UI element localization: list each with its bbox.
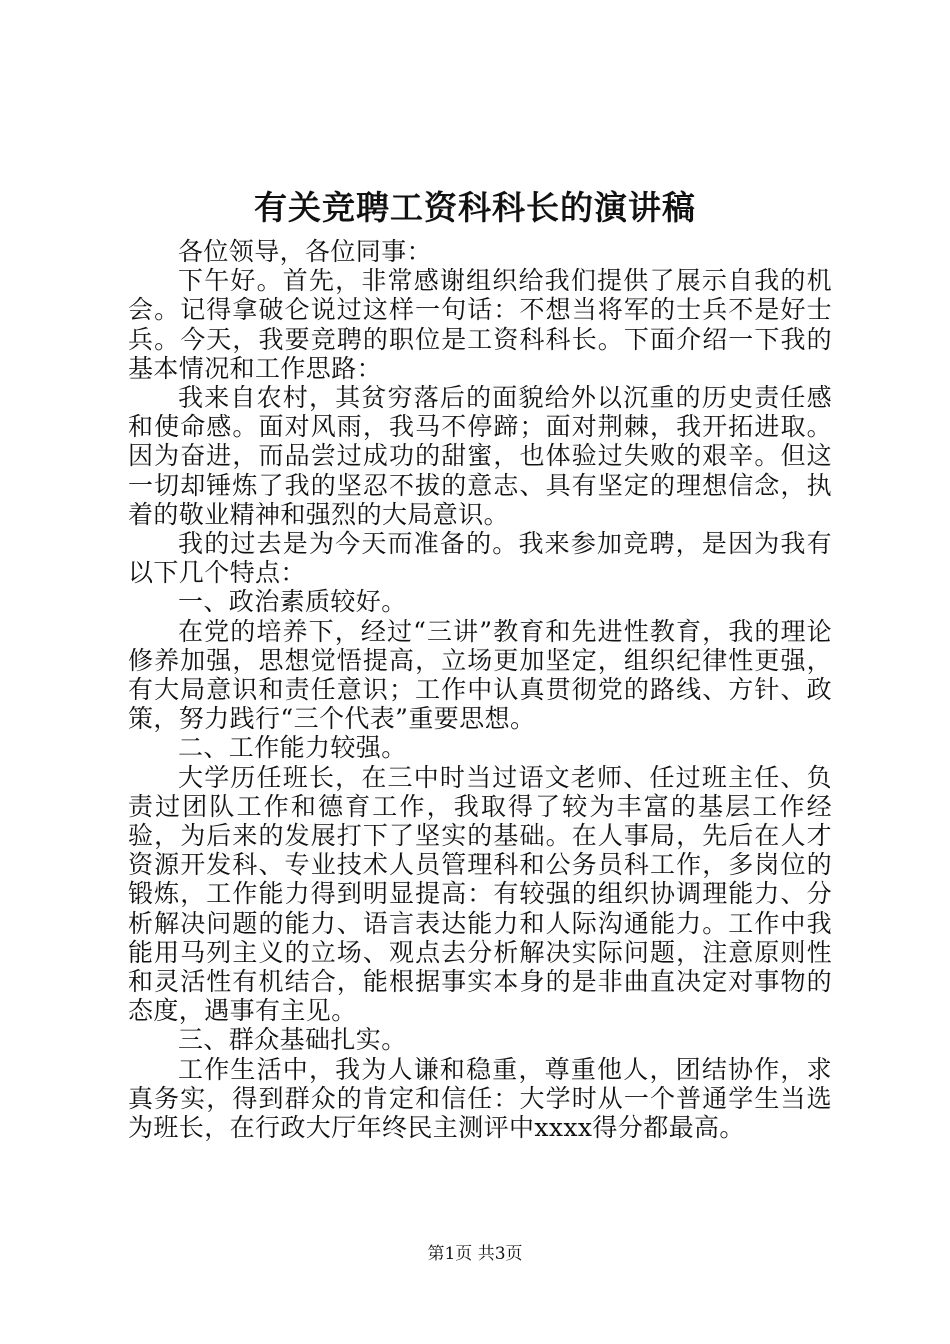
- paragraph-mass-basis: 工作生活中，我为人谦和稳重，尊重他人，团结协作，求真务实，得到群众的肯定和信任：大学时从一个普通学生当选为班长，在行政大厅年终民主测评中xxxx得分都最高。: [128, 1054, 832, 1143]
- document-body: [128, 237, 832, 1142]
- document-title: 有关竞聘工资科科长的演讲稿: [254, 188, 696, 227]
- paragraph-background: 我来自农村，其贫穷落后的面貌给外以沉重的历史责任感和使命感。面对风雨，我马不停蹄；面对荆棘，我开拓进取。因为奋进，而品尝过成功的甜蜜，也体验过失败的艰辛。但这一切却锤炼了我的坚忍不拔的意志、具有坚定的理想信念，执着的敬业精神和强烈的大局意识。: [128, 383, 832, 529]
- paragraph-greeting: 各位领导，各位同事：: [178, 237, 433, 266]
- paragraph-work-ability: 大学历任班长，在三中时当过语文老师、任过班主任、负责过团队工作和德育工作，我取得了较为丰富的基层工作经验，为后来的发展打下了坚实的基础。在人事局，先后在人才资源开发科、专业技术人员管理科和公务员科工作，多岗位的锻炼，工作能力得到明显提高：有较强的组织协调理能力、分析解决问题的能力、语言表达能力和人际沟通能力。工作中我能用马列主义的立场、观点去分析解决实际问题，注意原则性和灵活性有机结合，能根据事实本身的是非曲直决定对事物的态度，遇事有主见。: [128, 762, 832, 1026]
- paragraph-intro: 下午好。首先，非常感谢组织给我们提供了展示自我的机会。记得拿破仑说过这样一句话：不想当将军的士兵不是好士兵。今天，我要竞聘的职位是工资科科长。下面介绍一下我的基本情况和工作思路：: [128, 266, 832, 383]
- paragraph-political-quality: 在党的培养下，经过“三讲”教育和先进性教育，我的理论修养加强，思想觉悟提高，立场更加坚定，组织纪律性更强，有大局意识和责任意识；工作中认真贯彻党的路线、方针、政策，努力践行“三个代表”重要思想。: [128, 616, 832, 734]
- paragraph-features-lead: 我的过去是为今天而准备的。我来参加竞聘，是因为我有以下几个特点：: [128, 529, 832, 588]
- section-heading-2: 二、工作能力较强。: [178, 733, 407, 763]
- section-heading-1: 一、政治素质较好。: [178, 587, 407, 617]
- section-heading-3: 三、群众基础扎实。: [178, 1025, 407, 1055]
- page-footer: 第1页 共3页: [427, 1244, 523, 1264]
